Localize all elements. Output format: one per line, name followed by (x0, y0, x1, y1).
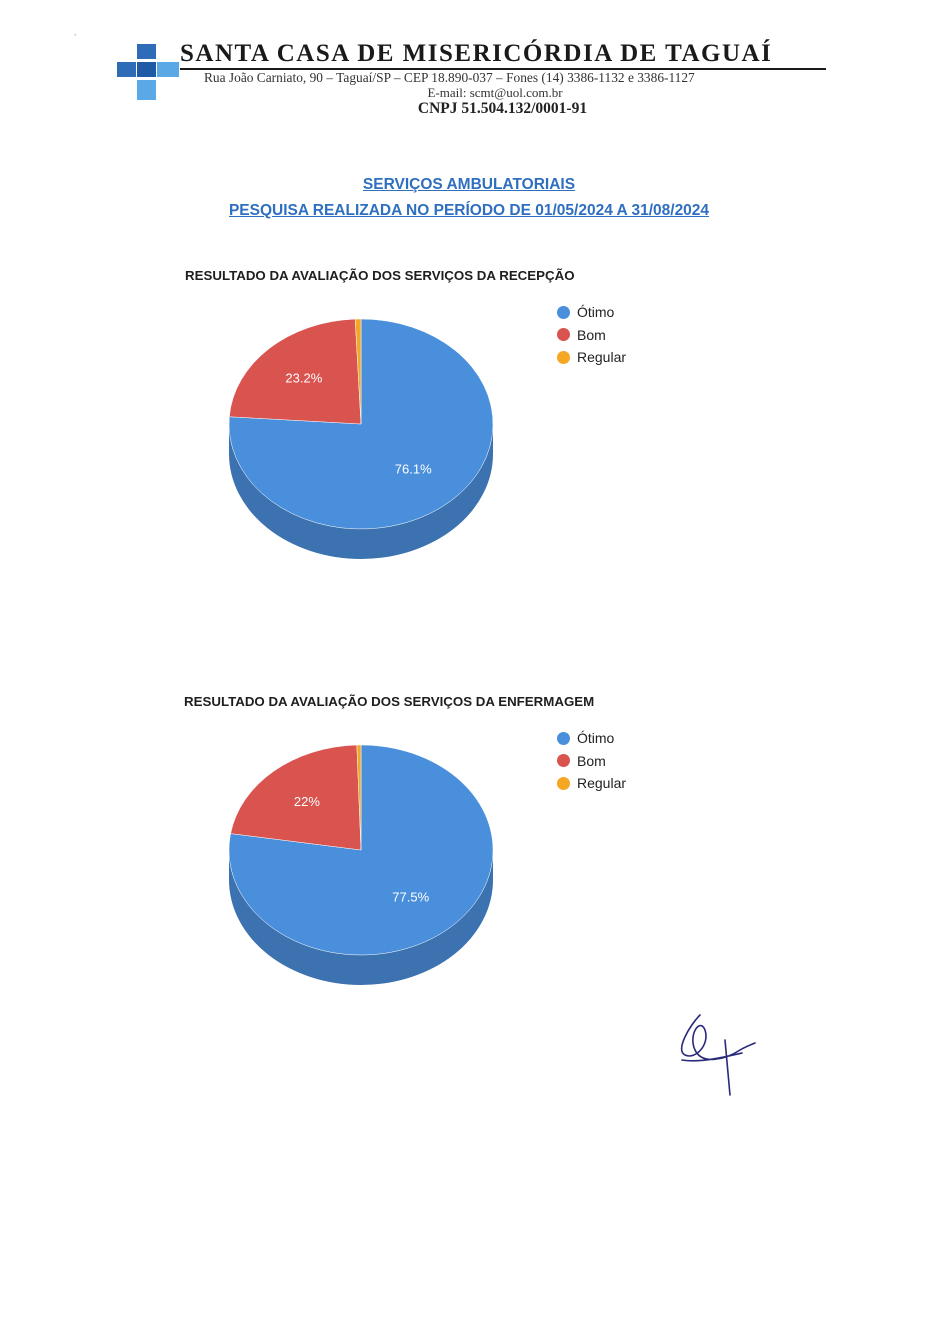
legend-swatch (557, 777, 570, 790)
pie-data-label: 23.2% (285, 370, 323, 386)
legend-swatch (557, 306, 570, 319)
legend-item-regular (557, 772, 626, 795)
legend-swatch (557, 351, 570, 364)
legend-label: Ótimo (577, 304, 615, 321)
legend-label: Ótimo (577, 730, 615, 747)
chart-2-title: RESULTADO DA AVALIAÇÃO DOS SERVIÇOS DA ENFERMAGEM (184, 694, 595, 709)
document-subtitle: PESQUISA REALIZADA NO PERÍODO DE 01/05/2024 A 31/08/2024 (228, 202, 710, 219)
document-title: SERVIÇOS AMBULATORIAIS (362, 176, 576, 193)
legend-item-bom (557, 750, 626, 773)
legend-swatch (557, 732, 570, 745)
chart-1-legend (557, 301, 626, 369)
legend-label: Bom (577, 326, 606, 343)
legend-item-bom (557, 324, 626, 347)
pie-data-label: 22% (293, 794, 320, 810)
chart-2-pie (210, 726, 510, 996)
handwritten-signature (670, 1005, 765, 1100)
scan-mark: ˎ (74, 27, 77, 36)
legend-swatch (557, 328, 570, 341)
org-email: E-mail: scmt@uol.com.br (427, 85, 563, 100)
legend-item-regular (557, 346, 626, 369)
chart-2-legend (557, 727, 626, 795)
legend-swatch (557, 754, 570, 767)
legend-label: Bom (577, 752, 606, 769)
chart-1-pie (210, 300, 510, 570)
legend-label: Regular (577, 349, 627, 366)
legend-item-otimo (557, 301, 626, 324)
org-cnpj: CNPJ 51.504.132/0001-91 (417, 100, 588, 117)
legend-label: Regular (577, 775, 627, 792)
legend-item-otimo (557, 727, 626, 750)
org-name: SANTA CASA DE MISERICÓRDIA DE TAGUAÍ (180, 40, 773, 67)
chart-1-title: RESULTADO DA AVALIAÇÃO DOS SERVIÇOS DA RECEPÇÃO (185, 268, 575, 283)
pie-data-label: 76.1% (394, 461, 432, 477)
org-address: Rua João Carniato, 90 – Taguaí/SP – CEP 18.890-037 – Fones (14) 3386-1132 e 3386-1127 (204, 70, 695, 85)
pie-data-label: 77.5% (392, 889, 430, 905)
